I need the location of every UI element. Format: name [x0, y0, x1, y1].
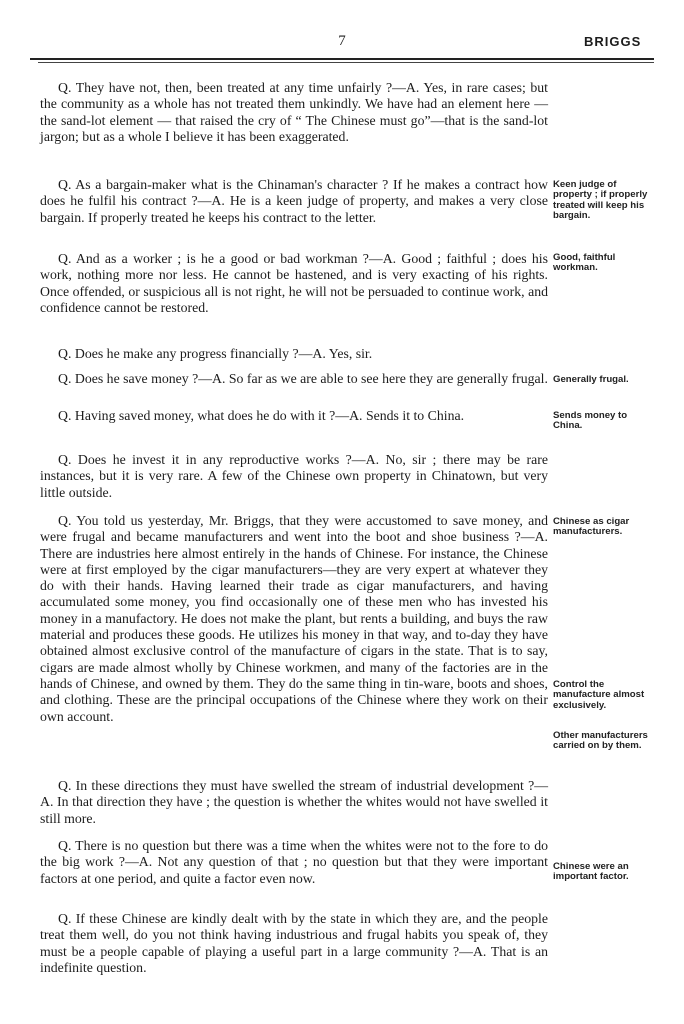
margin-note: Other manufacturers carried on by them.: [553, 730, 648, 752]
margin-note: Sends money to China.: [553, 410, 628, 432]
paragraph-2: [40, 177, 548, 226]
margin-note: Generally frugal.: [553, 374, 629, 385]
paragraph-text: Q. Does he invest it in any reproductive works ?—A. No, sir ; there may be rare instances, but it is very rare. A few of the Chinese own property in Chinatown, but very little outside.: [40, 452, 548, 500]
paragraph-3: [40, 251, 548, 316]
paragraph-11: [40, 911, 548, 976]
paragraph-6: [40, 408, 548, 424]
paragraph-text: Q. And as a worker ; is he a good or bad workman ?—A. Good ; faithful ; does his work, nothing more nor less. He cannot be hastened, and is very exacting of his rights. Once offended, or suspicious all is not right, he will not be persuaded to continue work, and confidence cannot be restored.: [40, 251, 548, 315]
running-head: BRIGGS: [584, 34, 642, 49]
paragraph-8: [40, 513, 548, 725]
paragraph-text: Q. Does he make any progress financially ?—A. Yes, sir.: [58, 346, 373, 361]
paragraph-4: [40, 346, 548, 362]
paragraph-text: Q. As a bargain-maker what is the Chinaman's character ? If he makes a contract how does he fulfil his contract ?—A. He is a keen judge of property, and makes a very close bargain. If properly treated he keeps his contract to the letter.: [40, 177, 548, 225]
paragraph-7: [40, 452, 548, 501]
header-rule: [30, 58, 654, 60]
paragraph-5: [40, 371, 548, 387]
paragraph-text: Q. Having saved money, what does he do with it ?—A. Sends it to China.: [58, 408, 465, 423]
paragraph-text: Q. In these directions they must have swelled the stream of industrial development ?—A. In that direction they have ; the question is whether the whites would not have swelled it still more.: [40, 778, 548, 826]
margin-note: Control the manufacture almost exclusively.: [553, 679, 645, 711]
margin-note: Good, faithful workman.: [553, 252, 616, 274]
paragraph-text: Q. If these Chinese are kindly dealt with by the state in which they are, and the people treat them well, do you not think having industrious and frugal habits you speak of, they must be a people capable of playing a useful part in a large community ?—A. That is an indefinite question.: [40, 911, 548, 975]
paragraph-1: [40, 80, 548, 145]
header-rule-thin: [38, 62, 654, 63]
margin-note: Chinese were an important factor.: [553, 861, 629, 883]
paragraph-10: [40, 838, 548, 887]
paragraph-text: Q. They have not, then, been treated at any time unfairly ?—A. Yes, in rare cases; but the community as a whole has not treated them unkindly. We have had an element here — the sand-lot element — that raised the cry of “ The Chinese must go”—that is the sand-lot jargon; but as a whole I believe it has been exaggerated.: [40, 80, 548, 144]
margin-note: Keen judge of property ; if properly treated will keep his bargain.: [553, 179, 648, 222]
paragraph-text: Q. You told us yesterday, Mr. Briggs, that they were accustomed to save money, and were frugal and became manufacturers and went into the boot and shoe business ?—A. There are industries here almost entirely in the hands of Chinese. For instance, the Chinese were at first employed by the cigar manufacturers—they are very expert at whatever they do with their hands. Having learned their trade as cigar manufacturers, and having accumulated some money, you find occasionally one of these men who has invested his money in a manufactory. He does not make the plant, but rents a building, and buys the raw material and produces these goods. He utilizes his money in that way, and to-day they have obtained almost exclusive control of the manufacture of cigars in the state. That is to say, cigars are made almost wholly by Chinese workmen, and many of the factories are in the hands of Chinese, and owned by them. They do the same thing in tin-ware, boots and shoes, and clothing. These are the principal occupations of the Chinese where they work on their own account.: [40, 513, 548, 724]
page-number: 7: [338, 33, 346, 49]
paragraph-9: [40, 778, 548, 827]
paragraph-text: Q. Does he save money ?—A. So far as we are able to see here they are generally frugal.: [58, 371, 548, 386]
paragraph-text: Q. There is no question but there was a time when the whites were not to the fore to do the big work ?—A. Not any question of that ; no question but that they were important factors at one period, and quite a factor even now.: [40, 838, 548, 886]
margin-note: Chinese as cigar manufacturers.: [553, 516, 630, 538]
